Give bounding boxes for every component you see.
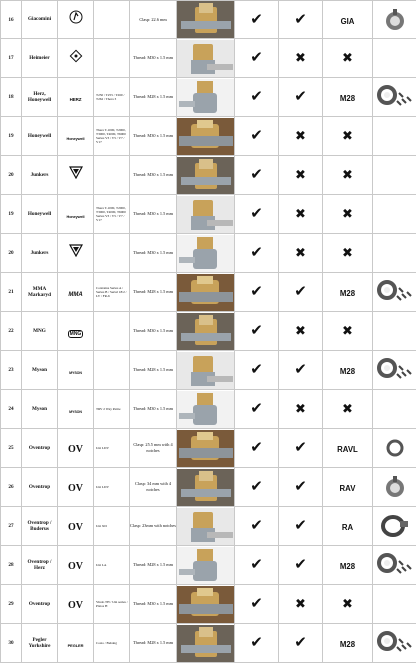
compat-cell-2 [279, 1, 323, 39]
brand-name: Junkers [22, 156, 58, 195]
table-row [1, 156, 416, 195]
row-number: 21 [1, 273, 22, 312]
brand-name: Myson [22, 390, 58, 429]
adapter-code: M28 [340, 562, 355, 571]
row-number: 22 [1, 312, 22, 351]
cross-icon: ✖ [342, 402, 353, 417]
junkers-logo-icon [69, 166, 83, 179]
compat-cell-1 [235, 429, 279, 468]
check-icon: ✔ [294, 360, 307, 378]
compat-cell-2 [279, 507, 323, 546]
connection-spec: Thread: M30 x 1.5 mm [130, 585, 177, 624]
connection-spec: Thread: M30 x 1.5 mm [130, 156, 177, 195]
connection-spec: Clasp: 23mm with notches [130, 507, 177, 546]
adapter-cell [323, 117, 373, 156]
check-icon: ✔ [250, 282, 263, 300]
table-row [1, 1, 416, 39]
valve-photo [177, 312, 235, 351]
brand-name: Herz, Honeywell [22, 78, 58, 117]
row-number: 26 [1, 468, 22, 507]
brand-logo-cell [58, 351, 94, 390]
row-number: 23 [1, 351, 22, 390]
cross-icon: ✖ [342, 51, 353, 66]
compat-cell-1 [235, 117, 279, 156]
valve-photo [177, 78, 235, 117]
connection-spec: Thread: M28 x 1.5 mm [130, 351, 177, 390]
row-number: 20 [1, 234, 22, 273]
row-number: 19 [1, 195, 22, 234]
myson-logo-text: MYSON [69, 371, 82, 375]
models-cell [94, 156, 130, 195]
connection-spec: Thread: M28 x 1.5 mm [130, 624, 177, 663]
cross-icon: ✖ [342, 207, 353, 222]
brand-logo-cell [58, 195, 94, 234]
cross-icon: ✖ [342, 324, 353, 339]
brand-name: MNG [22, 312, 58, 351]
brand-logo-cell [58, 273, 94, 312]
brand-logo-cell [58, 390, 94, 429]
cross-icon: ✖ [295, 129, 306, 144]
adapter-photo [373, 156, 416, 195]
adapter-photo [373, 39, 416, 78]
check-icon: ✔ [250, 126, 263, 144]
table-row [1, 390, 416, 429]
models-cell: T250 / T255 / T260 / T262 / Thera 3 [94, 78, 130, 117]
adapter-cell [323, 273, 373, 312]
models-cell [94, 351, 130, 390]
compat-cell-1 [235, 390, 279, 429]
connection-spec: Thread: M30 x 1.5 mm [130, 195, 177, 234]
cross-icon: ✖ [342, 168, 353, 183]
adapter-photo [373, 78, 416, 117]
check-icon: ✔ [250, 360, 263, 378]
valve-photo [177, 468, 235, 507]
adapter-code: M28 [340, 367, 355, 376]
valve-photo [177, 624, 235, 663]
valve-photo [177, 1, 235, 39]
brand-logo-cell [58, 429, 94, 468]
brand-logo-cell [58, 585, 94, 624]
models-cell: Uni LDV [94, 468, 130, 507]
adapter-cell [323, 195, 373, 234]
adapter-cell [323, 624, 373, 663]
adapter-cell [323, 312, 373, 351]
brand-name: Oventrop [22, 468, 58, 507]
adapter-code: RAV [340, 484, 356, 493]
compat-cell-1 [235, 1, 279, 39]
adapter-code: M28 [340, 640, 355, 649]
brand-logo-cell [58, 507, 94, 546]
adapter-photo [373, 429, 416, 468]
adapter-photo [373, 351, 416, 390]
row-number: 27 [1, 507, 22, 546]
models-cell: Costo / Belsing [94, 624, 130, 663]
connection-spec: Thread: M30 x 1.5 mm [130, 312, 177, 351]
compat-cell-1 [235, 312, 279, 351]
models-cell [94, 39, 130, 78]
valve-photo [177, 390, 235, 429]
adapter-photo [373, 234, 416, 273]
row-number: 28 [1, 546, 22, 585]
adapter-photo [373, 585, 416, 624]
adapter-photo [373, 273, 416, 312]
brand-name: MMA Markaryd [22, 273, 58, 312]
table-row [1, 585, 416, 624]
adapter-cell [323, 585, 373, 624]
compat-cell-2 [279, 390, 323, 429]
adapter-code: GIA [341, 17, 355, 26]
check-icon: ✔ [294, 633, 307, 651]
check-icon: ✔ [250, 477, 263, 495]
adapter-photo [373, 624, 416, 663]
adapter-cell [323, 429, 373, 468]
compat-cell-2 [279, 624, 323, 663]
table-row [1, 468, 416, 507]
table-row [1, 624, 416, 663]
compat-cell-1 [235, 468, 279, 507]
brand-logo-cell [58, 234, 94, 273]
adapter-code: RA [342, 523, 353, 532]
row-number: 30 [1, 624, 22, 663]
connection-spec: Thread: M30 x 1.5 mm [130, 390, 177, 429]
adapter-cell [323, 468, 373, 507]
oventrop-logo-text: OV [68, 600, 83, 611]
cross-icon: ✖ [295, 207, 306, 222]
models-cell: Uni LDV [94, 429, 130, 468]
valve-photo [177, 351, 235, 390]
cross-icon: ✖ [295, 51, 306, 66]
compat-cell-2 [279, 156, 323, 195]
compat-cell-2 [279, 429, 323, 468]
brand-name: Oventrop / Herz [22, 546, 58, 585]
oventrop-logo-text: OV [68, 483, 83, 494]
cross-icon: ✖ [295, 402, 306, 417]
adapter-cell [323, 1, 373, 39]
table-row [1, 234, 416, 273]
compat-cell-2 [279, 546, 323, 585]
row-number: 24 [1, 390, 22, 429]
check-icon: ✔ [294, 282, 307, 300]
brand-logo-cell [58, 78, 94, 117]
compat-cell-1 [235, 546, 279, 585]
valve-photo [177, 117, 235, 156]
compat-cell-1 [235, 273, 279, 312]
heimeier-logo-icon [69, 49, 83, 63]
row-number: 17 [1, 39, 22, 78]
brand-name: Honeywell [22, 117, 58, 156]
mma-logo-text: MMA [68, 292, 82, 298]
table-row [1, 312, 416, 351]
compat-cell-1 [235, 156, 279, 195]
cross-icon: ✖ [295, 246, 306, 261]
check-icon: ✔ [294, 516, 307, 534]
connection-spec: Thread: M30 x 1.5 mm [130, 117, 177, 156]
compat-cell-2 [279, 585, 323, 624]
adapter-cell [323, 78, 373, 117]
brand-logo-cell [58, 156, 94, 195]
models-cell [94, 312, 130, 351]
honeywell-logo-text: Honeywell [67, 137, 85, 141]
adapter-photo [373, 117, 416, 156]
oventrop-logo-text: OV [68, 444, 83, 455]
oventrop-logo-text: OV [68, 561, 83, 572]
models-cell [94, 234, 130, 273]
honeywell-logo-text: Honeywell [67, 215, 85, 219]
brand-name: Pegler Yorkshire [22, 624, 58, 663]
junkers-logo-icon [69, 244, 83, 257]
brand-logo-cell [58, 39, 94, 78]
mng-logo-text: MNG [68, 330, 84, 338]
herz-logo-text: HERZ [70, 97, 82, 102]
connection-spec: Thread: M30 x 1.5 mm [130, 234, 177, 273]
adapter-cell [323, 390, 373, 429]
adapter-cell [323, 234, 373, 273]
valve-photo [177, 585, 235, 624]
adapter-photo [373, 390, 416, 429]
table-row [1, 39, 416, 78]
adapter-photo [373, 312, 416, 351]
adapter-photo [373, 468, 416, 507]
connection-spec: Thread: M28 x 1.5 mm [130, 546, 177, 585]
adapter-photo [373, 1, 416, 39]
compat-cell-1 [235, 78, 279, 117]
check-icon: ✔ [294, 438, 307, 456]
valve-photo [177, 429, 235, 468]
compat-cell-2 [279, 468, 323, 507]
brand-name: Junkers [22, 234, 58, 273]
adapter-code: M28 [340, 94, 355, 103]
compat-cell-2 [279, 234, 323, 273]
compat-cell-2 [279, 273, 323, 312]
adapter-cell [323, 351, 373, 390]
valve-photo [177, 546, 235, 585]
compat-cell-1 [235, 234, 279, 273]
brand-logo-cell [58, 1, 94, 39]
models-cell: Vindo TH / Uni series / Pistos H [94, 585, 130, 624]
models-cell: Uni LA [94, 546, 130, 585]
brand-logo-cell [58, 312, 94, 351]
connection-spec: Thread: M28 x 1.5 mm [130, 78, 177, 117]
compat-cell-1 [235, 195, 279, 234]
brand-logo-cell [58, 624, 94, 663]
cross-icon: ✖ [342, 129, 353, 144]
table-row [1, 273, 416, 312]
check-icon: ✔ [250, 243, 263, 261]
check-icon: ✔ [250, 87, 263, 105]
check-icon: ✔ [294, 10, 307, 28]
table-row [1, 507, 416, 546]
compat-cell-2 [279, 78, 323, 117]
compat-cell-2 [279, 312, 323, 351]
check-icon: ✔ [250, 633, 263, 651]
table-row [1, 429, 416, 468]
adapter-photo [373, 195, 416, 234]
models-cell: Uni XD [94, 507, 130, 546]
brand-name: Myson [22, 351, 58, 390]
adapter-cell [323, 507, 373, 546]
check-icon: ✔ [250, 516, 263, 534]
models-cell: Contrains Series A / Series B / Serial 18/2 / LV / FR-6 [94, 273, 130, 312]
check-icon: ✔ [294, 555, 307, 573]
row-number: 25 [1, 429, 22, 468]
cross-icon: ✖ [342, 597, 353, 612]
check-icon: ✔ [250, 555, 263, 573]
valve-photo [177, 507, 235, 546]
brand-name: Oventrop [22, 585, 58, 624]
brand-name: Oventrop / Buderus [22, 507, 58, 546]
adapter-code: RAVL [337, 445, 358, 454]
table-row [1, 546, 416, 585]
connection-spec: Clasp: 25.5 mm with 4 notches [130, 429, 177, 468]
table-row [1, 351, 416, 390]
adapter-cell [323, 546, 373, 585]
myson-logo-text: MYSON [69, 410, 82, 414]
adapter-cell [323, 39, 373, 78]
compat-cell-1 [235, 624, 279, 663]
compat-cell-1 [235, 585, 279, 624]
oventrop-logo-text: OV [68, 522, 83, 533]
brand-logo-cell [58, 117, 94, 156]
giacomini-logo-icon [69, 10, 83, 24]
cross-icon: ✖ [295, 168, 306, 183]
compat-cell-2 [279, 39, 323, 78]
check-icon: ✔ [250, 48, 263, 66]
compat-cell-2 [279, 117, 323, 156]
adapter-photo [373, 507, 416, 546]
check-icon: ✔ [294, 87, 307, 105]
brand-name: Honeywell [22, 195, 58, 234]
row-number: 29 [1, 585, 22, 624]
adapter-code: M28 [340, 289, 355, 298]
cross-icon: ✖ [342, 246, 353, 261]
brand-name: Heimeier [22, 39, 58, 78]
row-number: 16 [1, 1, 22, 39]
check-icon: ✔ [250, 10, 263, 28]
brand-name: Oventrop [22, 429, 58, 468]
row-number: 18 [1, 78, 22, 117]
adapter-cell [323, 156, 373, 195]
check-icon: ✔ [250, 204, 263, 222]
row-number: 19 [1, 117, 22, 156]
valve-photo [177, 39, 235, 78]
table-row [1, 78, 416, 117]
compat-cell-1 [235, 39, 279, 78]
cross-icon: ✖ [295, 597, 306, 612]
models-cell: Thera T-1000, T2000, T3000, T4000, T6000 Series V3 / V5 / V7 / V17 [94, 195, 130, 234]
row-number: 20 [1, 156, 22, 195]
valve-photo [177, 234, 235, 273]
check-icon: ✔ [250, 165, 263, 183]
compat-cell-2 [279, 351, 323, 390]
brand-logo-cell [58, 468, 94, 507]
table-row [1, 195, 416, 234]
models-cell: Thera T-1000, T2000, T3000, T4000, T6000 Series V3 / V5 / V7 / V17 [94, 117, 130, 156]
compat-cell-2 [279, 195, 323, 234]
connection-spec: Thread: M28 x 1.5 mm [130, 273, 177, 312]
valve-photo [177, 195, 235, 234]
valve-photo [177, 273, 235, 312]
connection-spec: Thread: M30 x 1.5 mm [130, 39, 177, 78]
check-icon: ✔ [250, 399, 263, 417]
brand-name: Giacomini [22, 1, 58, 39]
valve-photo [177, 156, 235, 195]
compat-cell-1 [235, 351, 279, 390]
connection-spec: Clasp: 22.6 mm [130, 1, 177, 39]
compat-cell-1 [235, 507, 279, 546]
brand-logo-cell [58, 546, 94, 585]
check-icon: ✔ [294, 477, 307, 495]
cross-icon: ✖ [295, 324, 306, 339]
connection-spec: Clasp: 34 mm with 4 notches [130, 468, 177, 507]
models-cell [94, 1, 130, 39]
pegler-logo-text: PEGLER [68, 643, 84, 648]
check-icon: ✔ [250, 438, 263, 456]
models-cell: TRV 2 Way Petite [94, 390, 130, 429]
adapter-photo [373, 546, 416, 585]
check-icon: ✔ [250, 321, 263, 339]
table-row [1, 117, 416, 156]
check-icon: ✔ [250, 594, 263, 612]
